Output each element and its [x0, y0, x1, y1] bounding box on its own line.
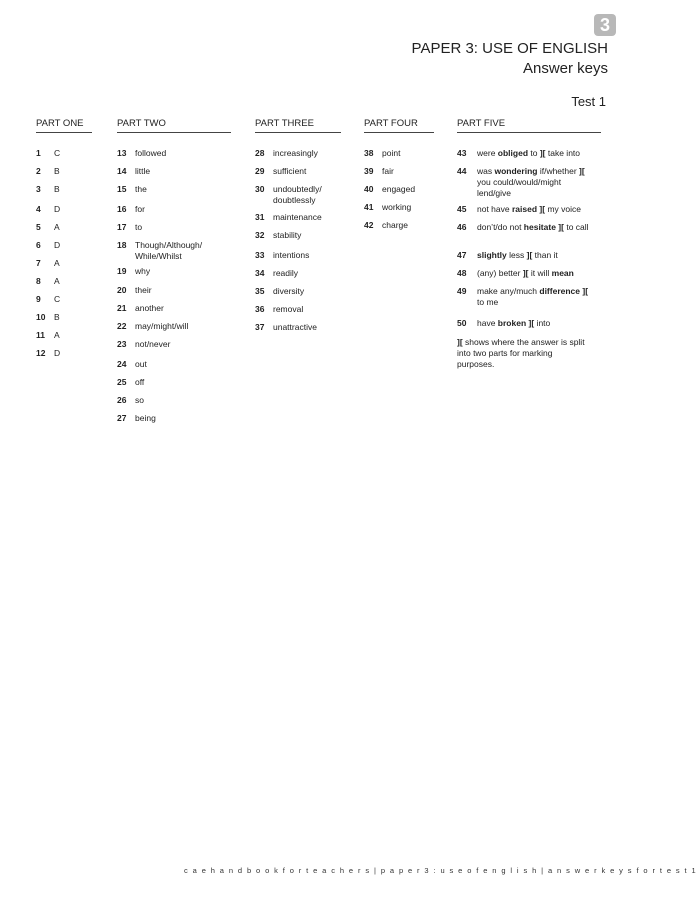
- answer-segment: to me: [477, 297, 499, 307]
- answer-text: [477, 204, 591, 215]
- question-number: 4: [36, 204, 41, 214]
- answer-emphasis: ][: [539, 148, 546, 158]
- answer-emphasis: ][: [579, 166, 585, 176]
- question-number: 11: [36, 330, 45, 340]
- answer-segment: don’t/do not: [477, 222, 524, 232]
- question-number: 47: [457, 250, 467, 260]
- answer-text: Though/Although/ While/Whilst: [135, 240, 203, 261]
- page-footer: c a e h a n d b o o k f o r t e a c h e r s | p a p e r 3 : u s e o f e n g l i s h | a n s w e r k e y s f o r t e s t 1: [184, 866, 697, 875]
- answer-segment: it will: [528, 268, 552, 278]
- question-number: 31: [255, 212, 265, 222]
- answer-text: D: [54, 240, 61, 250]
- answer-segment: (any) better: [477, 268, 523, 278]
- answer-text: so: [135, 395, 144, 405]
- question-number: 19: [117, 266, 127, 276]
- question-number: 48: [457, 268, 467, 278]
- answer-text: A: [54, 222, 60, 232]
- answer-text: may/might/will: [135, 321, 189, 331]
- answer-text: C: [54, 148, 61, 158]
- question-number: 22: [117, 321, 127, 331]
- answer-segment: take into: [545, 148, 581, 158]
- answer-emphasis: ][: [582, 286, 589, 296]
- question-number: 28: [255, 148, 265, 158]
- part-one-heading: PART ONE: [36, 118, 92, 133]
- question-number: 27: [117, 413, 127, 423]
- question-number: 33: [255, 250, 265, 260]
- answer-text: off: [135, 377, 145, 387]
- question-number: 42: [364, 220, 374, 230]
- question-number: 41: [364, 202, 374, 212]
- part-five-heading: PART FIVE: [457, 118, 601, 133]
- question-number: 15: [117, 184, 127, 194]
- part-three-heading: PART THREE: [255, 118, 341, 133]
- answer-text: [477, 318, 591, 329]
- answer-text: intentions: [273, 250, 310, 260]
- answer-emphasis: slightly: [477, 250, 507, 260]
- answer-emphasis: ][: [526, 250, 533, 260]
- answer-segment: into: [534, 318, 551, 328]
- question-number: 24: [117, 359, 127, 369]
- split-marker: ][: [457, 337, 463, 347]
- answer-text: A: [54, 276, 60, 286]
- question-number: 29: [255, 166, 265, 176]
- answer-keys-heading: Answer keys: [522, 60, 608, 77]
- answer-text: another: [135, 303, 164, 313]
- answer-text: their: [135, 285, 152, 295]
- answer-text: C: [54, 294, 61, 304]
- question-number: 32: [255, 230, 265, 240]
- answer-segment: to: [528, 148, 540, 158]
- answer-text: [477, 148, 591, 159]
- answer-text: readily: [273, 268, 299, 278]
- answer-text: maintenance: [273, 212, 322, 222]
- answer-text: D: [54, 348, 61, 358]
- answer-text: the: [135, 184, 147, 194]
- question-number: 35: [255, 286, 265, 296]
- question-number: 14: [117, 166, 127, 176]
- answer-emphasis: ][: [528, 318, 535, 328]
- answer-text: [477, 166, 591, 199]
- question-number: 25: [117, 377, 127, 387]
- paper-title: PAPER 3: USE OF ENGLISH: [411, 40, 608, 57]
- answer-text: to: [135, 222, 143, 232]
- question-number: 43: [457, 148, 467, 158]
- answer-text: little: [135, 166, 151, 176]
- answer-text: [477, 250, 591, 261]
- answer-text: stability: [273, 230, 302, 240]
- part-two-column: [117, 118, 231, 423]
- question-number: 1: [36, 148, 41, 158]
- question-number: 2: [36, 166, 41, 176]
- answer-text: B: [54, 184, 60, 194]
- answer-emphasis: ][: [539, 204, 546, 214]
- question-number: 40: [364, 184, 374, 194]
- note-text: shows where the answer is split into two parts for marking purposes.: [457, 337, 585, 369]
- answer-text: A: [54, 330, 60, 340]
- question-number: 8: [36, 276, 41, 286]
- answer-text: [477, 222, 591, 233]
- answer-text: A: [54, 258, 60, 268]
- answer-text: not/never: [135, 339, 171, 349]
- answer-text: followed: [135, 148, 167, 158]
- answer-text: for: [135, 204, 145, 214]
- answer-text: fair: [382, 166, 394, 176]
- answer-text: charge: [382, 220, 408, 230]
- answer-segment: my voice: [545, 204, 581, 214]
- answer-segment: not have: [477, 204, 512, 214]
- answer-text: sufficient: [273, 166, 307, 176]
- question-number: 6: [36, 240, 41, 250]
- part-three-column: [255, 118, 341, 332]
- part-five-column: [457, 118, 601, 369]
- question-number: 44: [457, 166, 467, 176]
- answer-text: being: [135, 413, 156, 423]
- answer-text: engaged: [382, 184, 416, 194]
- answer-emphasis: wondering: [494, 166, 538, 176]
- question-number: 49: [457, 286, 467, 296]
- answer-emphasis: ][: [522, 268, 529, 278]
- answer-emphasis: difference: [539, 286, 580, 296]
- answer-segment: less: [506, 250, 527, 260]
- answer-segment: if/whether: [537, 166, 580, 176]
- question-number: 20: [117, 285, 127, 295]
- answer-segment: to call: [563, 222, 589, 232]
- paper-number-badge: 3: [594, 14, 616, 36]
- question-number: 26: [117, 395, 127, 405]
- question-number: 16: [117, 204, 127, 214]
- question-number: 21: [117, 303, 127, 313]
- answer-text: removal: [273, 304, 304, 314]
- question-number: 7: [36, 258, 41, 268]
- answer-text: unattractive: [273, 322, 317, 332]
- question-number: 36: [255, 304, 265, 314]
- question-number: 23: [117, 339, 127, 349]
- part-two-heading: PART TWO: [117, 118, 231, 133]
- answer-segment: was: [477, 166, 495, 176]
- part-four-heading: PART FOUR: [364, 118, 434, 133]
- answer-emphasis: obliged: [497, 148, 529, 158]
- answer-text: point: [382, 148, 401, 158]
- answer-emphasis: raised: [511, 204, 538, 214]
- question-number: 37: [255, 322, 265, 332]
- question-number: 34: [255, 268, 265, 278]
- answer-emphasis: mean: [551, 268, 574, 278]
- question-number: 9: [36, 294, 41, 304]
- answer-emphasis: ][: [558, 222, 564, 232]
- test-label: Test 1: [571, 94, 606, 109]
- question-number: 45: [457, 204, 467, 214]
- answer-segment: than it: [532, 250, 558, 260]
- answer-text: increasingly: [273, 148, 318, 158]
- question-number: 39: [364, 166, 374, 176]
- question-number: 30: [255, 184, 265, 194]
- answer-text: working: [382, 202, 412, 212]
- question-number: 12: [36, 348, 46, 358]
- answer-text: [477, 268, 591, 279]
- answer-segment: make any/much: [477, 286, 540, 296]
- question-number: 50: [457, 318, 467, 328]
- split-answer-note: [457, 337, 591, 370]
- answer-text: diversity: [273, 286, 305, 296]
- answer-segment: have: [477, 318, 498, 328]
- answer-text: D: [54, 204, 61, 214]
- part-one-column: [36, 118, 92, 358]
- answer-segment: you could/would/might lend/give: [477, 177, 562, 198]
- question-number: 38: [364, 148, 374, 158]
- answer-text: out: [135, 359, 147, 369]
- question-number: 5: [36, 222, 41, 232]
- part-four-column: [364, 118, 434, 230]
- answer-text: undoubtedly/ doubtlessly: [273, 184, 322, 205]
- question-number: 18: [117, 240, 127, 250]
- question-number: 13: [117, 148, 127, 158]
- answer-text: B: [54, 312, 60, 322]
- answer-emphasis: hesitate: [523, 222, 556, 232]
- answer-text: B: [54, 166, 60, 176]
- question-number: 10: [36, 312, 46, 322]
- question-number: 3: [36, 184, 41, 194]
- answer-emphasis: broken: [497, 318, 527, 328]
- answer-text: why: [135, 266, 151, 276]
- question-number: 17: [117, 222, 127, 232]
- answer-segment: were: [477, 148, 498, 158]
- answer-text: [477, 286, 591, 308]
- question-number: 46: [457, 222, 467, 232]
